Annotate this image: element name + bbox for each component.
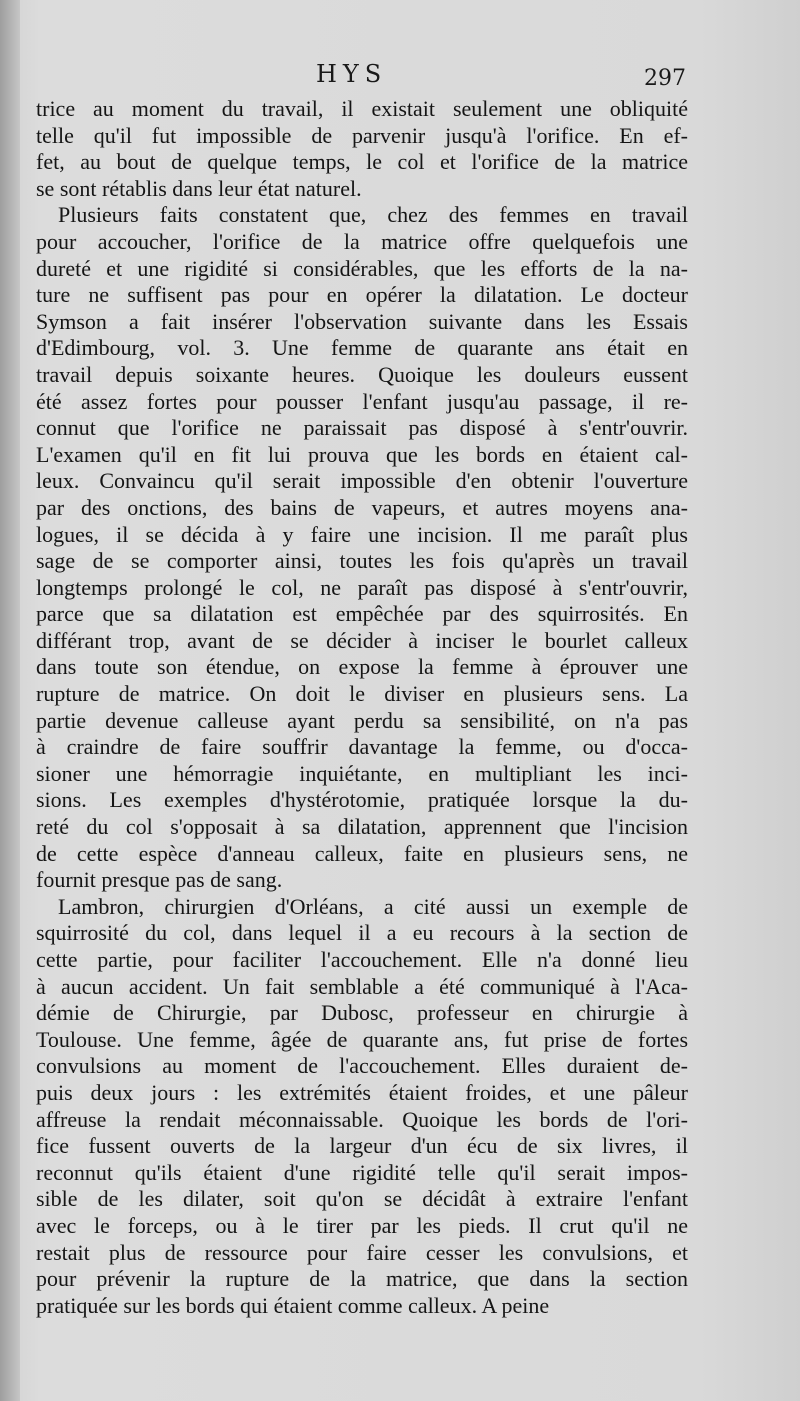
text-line: squirrosité du col, dans lequel il a eu recours à la section de: [36, 920, 688, 946]
text-line: sible de les dilater, soit qu'on se décidât à extraire l'enfant: [36, 1186, 688, 1212]
paragraph: [36, 894, 688, 1320]
text-line: démie de Chirurgie, par Dubosc, professeur en chirurgie à: [36, 1000, 688, 1026]
text-line: parce que sa dilatation est empêchée par des squirrosités. En: [36, 601, 688, 627]
paragraph: [36, 96, 688, 202]
text-line: sioner une hémorragie inquiétante, en multipliant les inci-: [36, 760, 688, 786]
text-line: reté du col s'opposait à sa dilatation, apprennent que l'incision: [36, 814, 688, 840]
text-line: sage de se comporter ainsi, toutes les fois qu'après un travail: [36, 548, 688, 574]
text-line: partie devenue calleuse ayant perdu sa sensibilité, on n'a pas: [36, 707, 688, 733]
text-line: à aucun accident. Un fait semblable a été communiqué à l'Aca-: [36, 973, 688, 999]
text-line: logues, il se décida à y faire une incision. Il me paraît plus: [36, 521, 688, 547]
text-line: telle qu'il fut impossible de parvenir jusqu'à l'orifice. En ef-: [36, 122, 688, 148]
text-line: par des onctions, des bains de vapeurs, et autres moyens ana-: [36, 494, 688, 520]
text-line: Symson a fait insérer l'observation suivante dans les Essais: [36, 308, 688, 334]
text-line: ture ne suffisent pas pour en opérer la dilatation. Le docteur: [36, 282, 688, 308]
text-line: rupture de matrice. On doit le diviser en plusieurs sens. La: [36, 681, 688, 707]
text-line: Lambron, chirurgien d'Orléans, a cité aussi un exemple de: [58, 893, 688, 919]
text-line: travail depuis soixante heures. Quoique les douleurs eussent: [36, 361, 688, 387]
text-line: reconnut qu'ils étaient d'une rigidité telle qu'il serait impos-: [36, 1159, 688, 1185]
text-line: convulsions au moment de l'accouchement. Elles duraient de-: [36, 1053, 688, 1079]
text-line: longtemps prolongé le col, ne paraît pas disposé à s'entr'ouvrir,: [36, 574, 688, 600]
text-line: se sont rétablis dans leur état naturel.: [36, 175, 362, 201]
text-line: sions. Les exemples d'hystérotomie, pratiquée lorsque la du-: [36, 787, 688, 813]
running-header: [36, 60, 686, 100]
text-line: à craindre de faire souffrir davantage la femme, ou d'occa-: [36, 734, 688, 760]
text-line: Plusieurs faits constatent que, chez des femmes en travail: [58, 202, 688, 228]
page-number: 297: [644, 66, 686, 91]
text-line: connut que l'orifice ne paraissait pas disposé à s'entr'ouvrir.: [36, 415, 688, 441]
text-line: pour prévenir la rupture de la matrice, que dans la section: [36, 1266, 688, 1292]
text-line: dureté et une rigidité si considérables, que les efforts de la na-: [36, 255, 688, 281]
text-line: L'examen qu'il en fit lui prouva que les bords en étaient cal-: [36, 441, 688, 467]
text-line: d'Edimbourg, vol. 3. Une femme de quarante ans était en: [36, 335, 688, 361]
text-line: pour accoucher, l'orifice de la matrice offre quelquefois une: [36, 228, 688, 254]
text-line: fournit presque pas de sang.: [36, 867, 283, 893]
text-line: pratiquée sur les bords qui étaient comme calleux. A peine: [36, 1292, 550, 1318]
page-gutter-shadow: [0, 0, 20, 1401]
text-line: cette partie, pour faciliter l'accouchement. Elle n'a donné lieu: [36, 947, 688, 972]
text-line: de cette espèce d'anneau calleux, faite en plusieurs sens, ne: [36, 840, 688, 866]
text-line: restait plus de ressource pour faire cesser les convulsions, et: [36, 1239, 688, 1265]
text-line: trice au moment du travail, il existait seulement une obliquité: [36, 96, 688, 121]
text-line: fet, au bout de quelque temps, le col et l'orifice de la matrice: [36, 149, 688, 175]
running-title: HYS: [316, 60, 388, 88]
body-text: [36, 96, 688, 1319]
text-line: avec le forceps, ou à le tirer par les pieds. Il crut qu'il ne: [36, 1212, 688, 1238]
paragraph: [36, 202, 688, 893]
text-line: fice fussent ouverts de la largeur d'un écu de six livres, il: [36, 1133, 688, 1159]
text-line: différant trop, avant de se décider à inciser le bourlet calleux: [36, 627, 688, 653]
text-line: puis deux jours : les extrémités étaient froides, et une pâleur: [36, 1079, 688, 1105]
text-line: leux. Convaincu qu'il serait impossible d'en obtenir l'ouverture: [36, 468, 688, 494]
text-line: affreuse la rendait méconnaissable. Quoique les bords de l'ori-: [36, 1106, 688, 1132]
text-line: été assez fortes pour pousser l'enfant jusqu'au passage, il re-: [36, 388, 688, 414]
text-line: dans toute son étendue, on expose la femme à éprouver une: [36, 654, 688, 680]
text-line: Toulouse. Une femme, âgée de quarante ans, fut prise de fortes: [36, 1026, 688, 1052]
